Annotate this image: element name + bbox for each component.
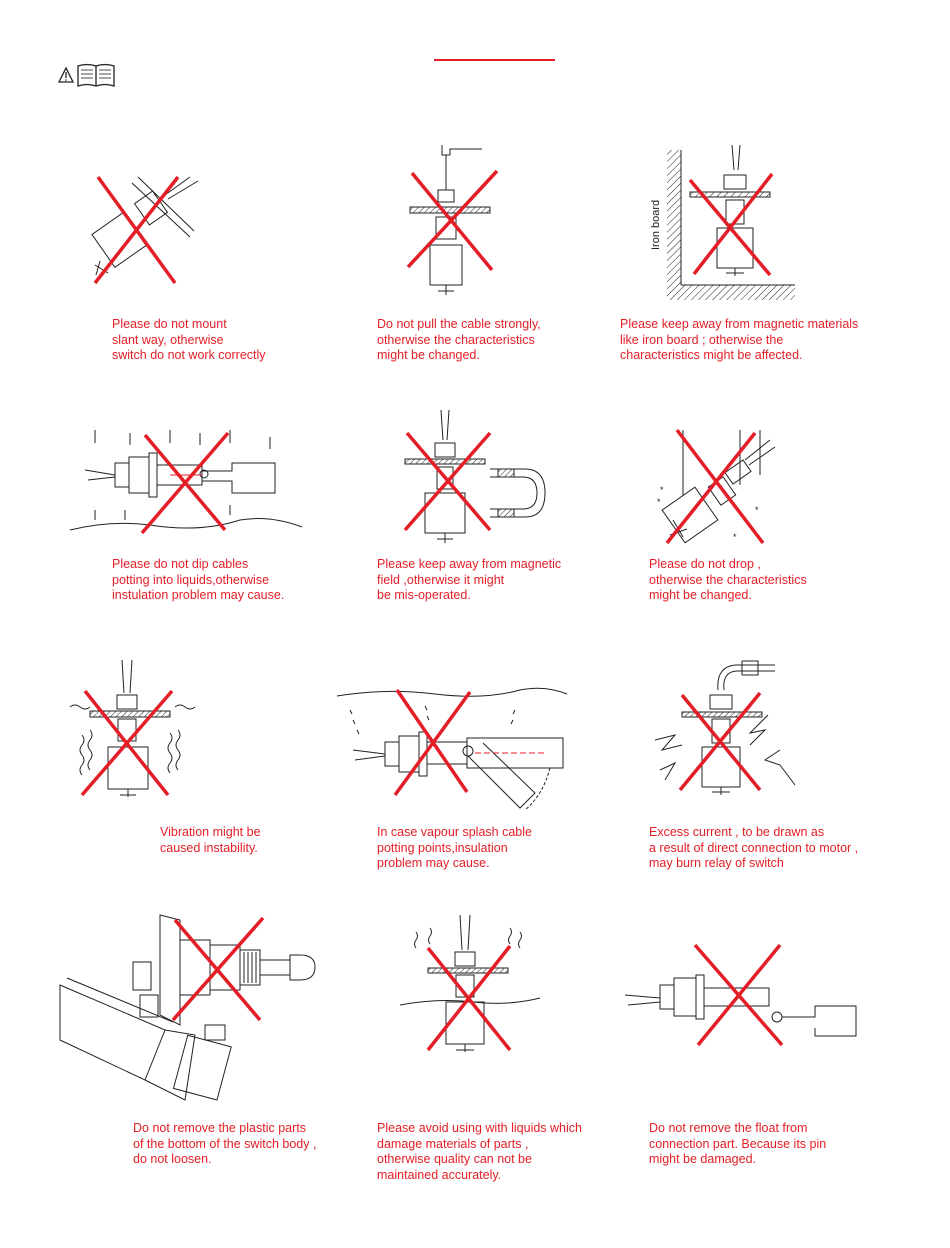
panel-damaging-liquids [398, 910, 548, 1060]
caption-slant-mount: Please do not mount slant way, otherwise switch do not work correctly [112, 317, 266, 362]
svg-text:*: * [733, 532, 737, 542]
panel-dip-cables [70, 425, 305, 535]
caption-vibration: Vibration might be caused instability. [160, 825, 261, 855]
panel-remove-float [620, 940, 865, 1050]
caption-plastic-parts: Do not remove the plastic parts of the bottom of the switch body , do not loosen. [133, 1121, 317, 1166]
warning-manual-icon [56, 60, 120, 90]
vapour-splash-illustration [335, 680, 570, 825]
remove-float-illustration [620, 940, 865, 1050]
header-rule [434, 59, 555, 61]
caption-excess-current: Excess current , to be drawn as a result of direct connection to motor , may burn relay of switch [649, 825, 859, 870]
caption-remove-float: Do not remove the float from connection part. Because its pin might be damaged. [649, 1121, 827, 1166]
svg-text:*: * [755, 505, 759, 515]
panel-plastic-parts [55, 910, 320, 1110]
caption-magnetic-field: Please keep away from magnetic field ,otherwise it might be mis-operated. [377, 557, 562, 602]
cable-pull-illustration [400, 135, 510, 300]
excess-current-illustration [650, 655, 800, 805]
damaging-liquids-illustration [398, 910, 548, 1060]
panel-drop [655, 425, 785, 550]
slant-switch-illustration [80, 165, 230, 290]
panel-slant-mount [80, 165, 230, 290]
svg-text:*: * [660, 485, 664, 495]
caption-iron-board: Please keep away from magnetic materials like iron board ; otherwise the characteristics might be affected. [620, 317, 859, 362]
magnetic-field-illustration [395, 405, 555, 565]
panel-magnetic-field [395, 405, 555, 565]
caption-damaging-liquids: Please avoid using with liquids which damage materials of parts , otherwise quality can not be maintained accurately. [377, 1121, 582, 1182]
panel-cable-pull [400, 135, 510, 300]
caption-drop: Please do not drop , otherwise the characteristics might be changed. [649, 557, 807, 602]
iron-board-label: Iron board [650, 199, 662, 250]
drop-illustration [655, 425, 785, 550]
caption-vapour-splash: In case vapour splash cable potting points,insulation problem may cause. [377, 825, 532, 870]
plastic-parts-illustration [55, 910, 320, 1110]
panel-vibration [70, 655, 200, 805]
dip-cables-illustration [70, 425, 305, 535]
panel-vapour-splash [335, 680, 570, 825]
caption-dip-cables: Please do not dip cables potting into liquids,otherwise instulation problem may cause. [112, 557, 285, 602]
panel-excess-current [650, 655, 800, 805]
svg-text:*: * [657, 497, 661, 507]
iron-board-illustration [660, 140, 800, 305]
caption-cable-pull: Do not pull the cable strongly, otherwise the characteristics might be changed. [377, 317, 541, 362]
vibration-illustration [70, 655, 200, 805]
panel-iron-board [660, 140, 800, 305]
